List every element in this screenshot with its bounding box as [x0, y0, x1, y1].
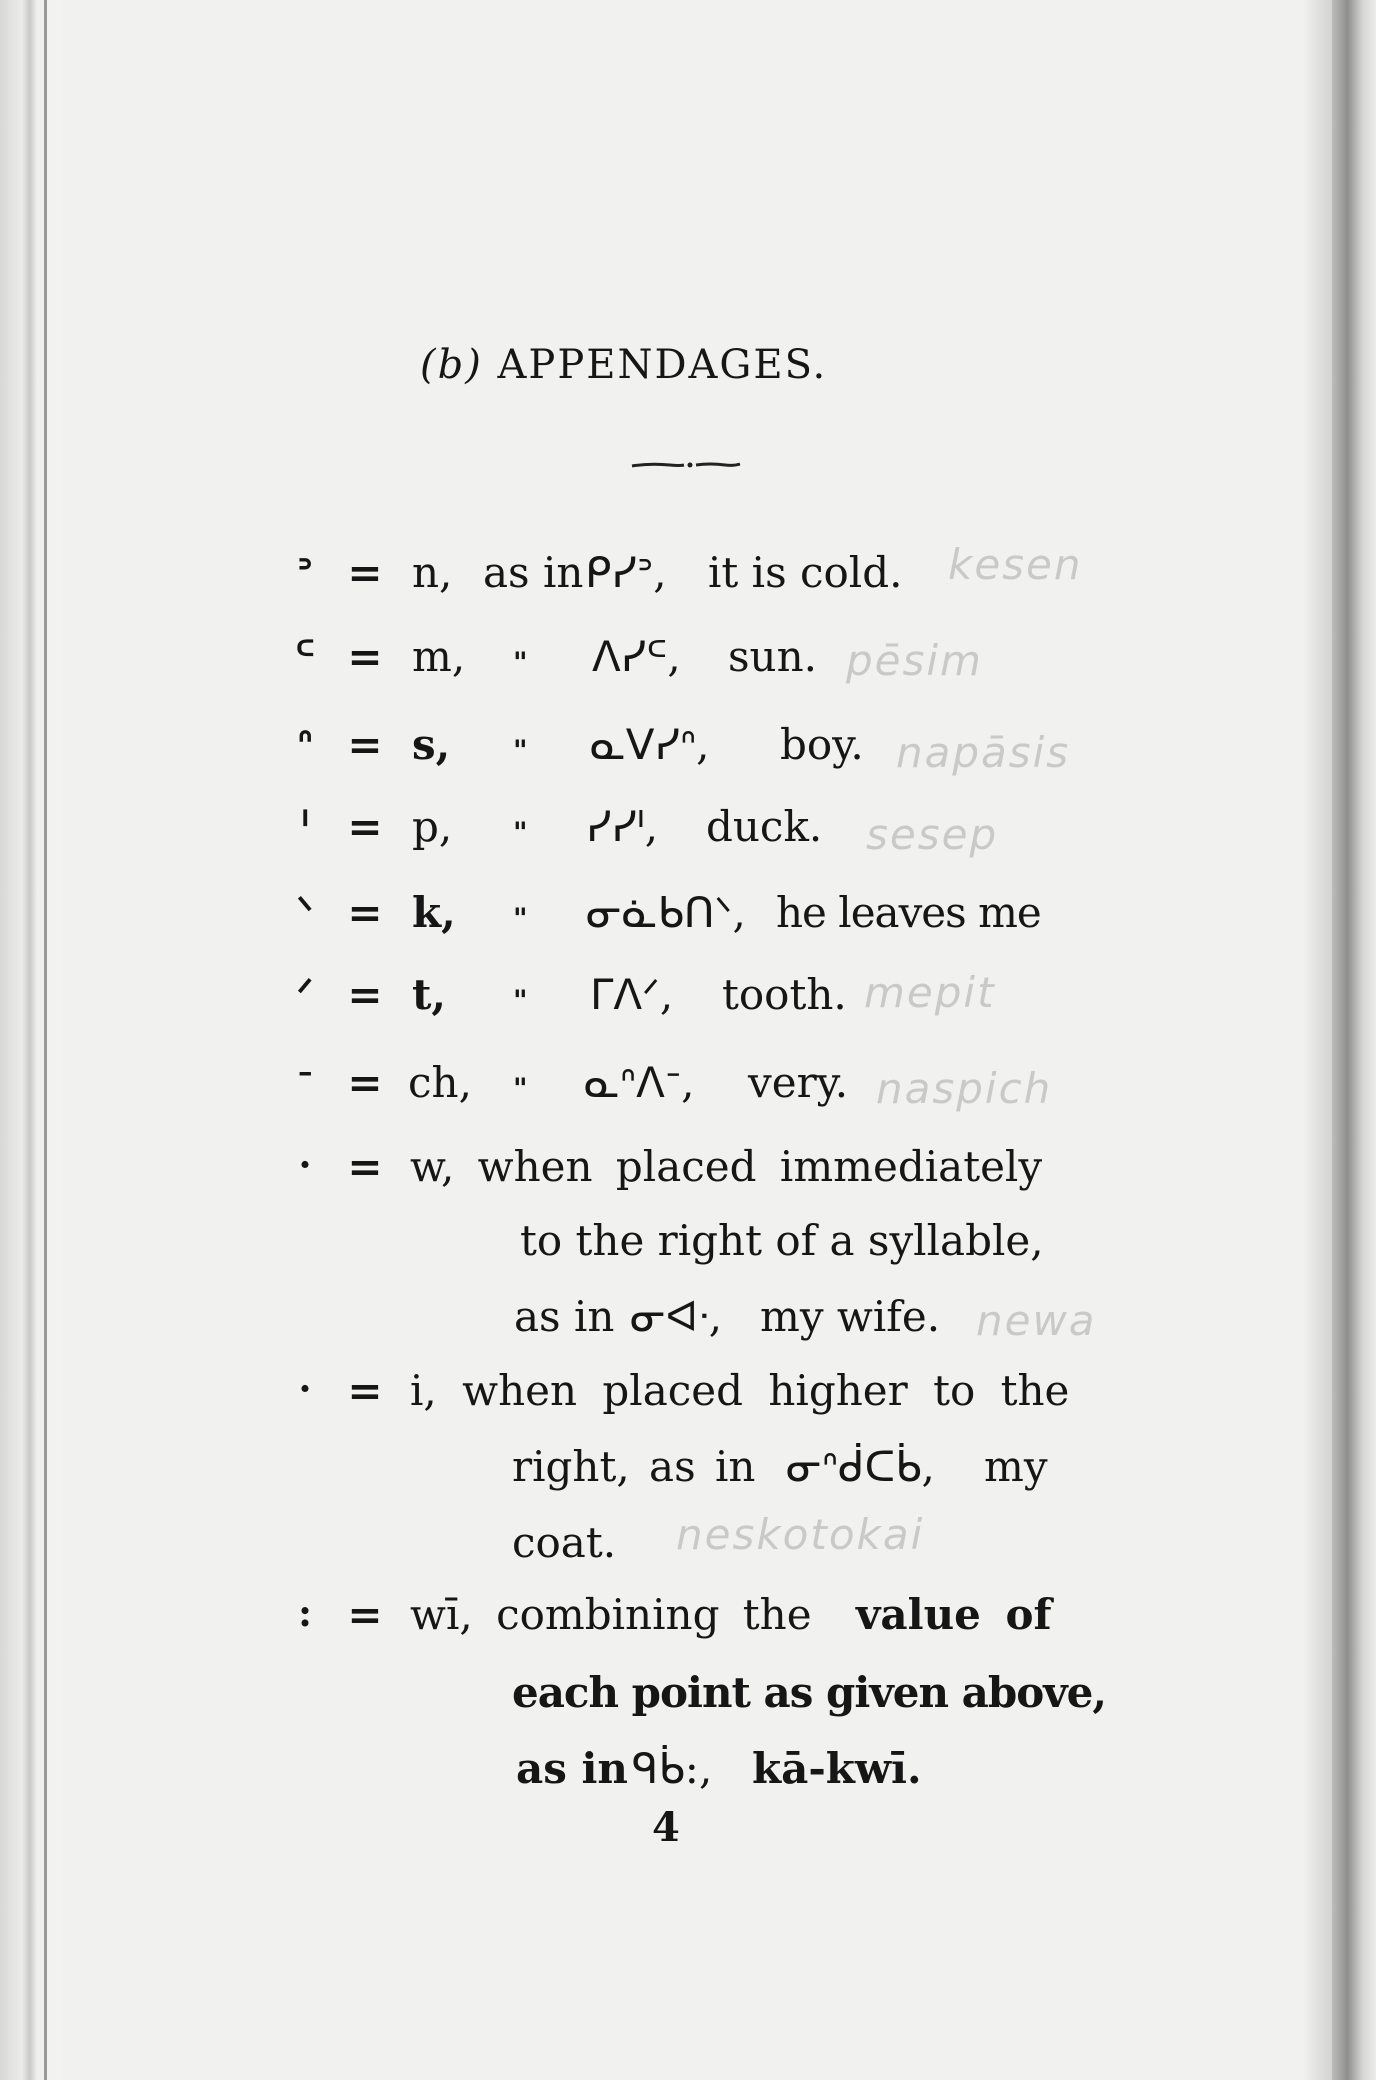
- heading-label: (b): [420, 342, 483, 388]
- example-meaning: sun.: [728, 632, 818, 681]
- example-meaning: he leaves me: [776, 888, 1041, 937]
- appendage-mark: ᐣ: [297, 548, 313, 593]
- w-line-1: w, when placed immediately: [410, 1142, 1043, 1191]
- example-meaning: very.: [748, 1058, 849, 1107]
- handwritten-note: mepit: [864, 968, 996, 1017]
- letter-value: s,: [412, 720, 451, 769]
- example-syllabics: ᓇᐯᓯᐢ,: [590, 720, 710, 769]
- equals-sign: =: [347, 720, 383, 769]
- equals-sign: =: [347, 1366, 383, 1415]
- appendage-mark: ᑊ: [301, 802, 309, 847]
- ditto-mark: ": [513, 1072, 528, 1105]
- handwritten-note: napāsis: [896, 728, 1071, 777]
- letter-value: t,: [412, 970, 447, 1019]
- handwritten-note: pēsim: [846, 636, 983, 685]
- example-meaning: my wife.: [760, 1292, 941, 1341]
- example-transliteration: kā-kwī.: [752, 1744, 922, 1793]
- wi-line-1a: wī, combining the: [410, 1590, 812, 1639]
- example-syllabics: ᐱᓯᒼ,: [592, 632, 681, 681]
- wi-line-2: each point as given above,: [512, 1668, 1106, 1717]
- example-meaning: it is cold.: [708, 548, 903, 597]
- w-line-3: [0, 1292, 1376, 1354]
- as-in-text: as in: [483, 548, 584, 597]
- entry-row-s: [0, 720, 1376, 782]
- i-line-2: [0, 1442, 1376, 1504]
- equals-sign: =: [347, 970, 383, 1019]
- equals-sign: =: [347, 632, 383, 681]
- equals-sign: =: [347, 888, 383, 937]
- equals-sign: =: [347, 1590, 383, 1639]
- wi-line-3: [0, 1744, 1376, 1806]
- ditto-mark: ": [513, 734, 528, 767]
- example-meaning: tooth.: [722, 970, 847, 1019]
- equals-sign: =: [347, 1058, 383, 1107]
- letter-value: k,: [412, 888, 456, 937]
- example-syllabics: ᑭᓯᐣ,: [585, 548, 667, 597]
- ditto-mark: ": [513, 816, 528, 849]
- as-in-text: right, as in: [512, 1442, 756, 1491]
- wi-line-1b: value of: [856, 1590, 1052, 1639]
- entry-row-p: [0, 802, 1376, 864]
- letter-value: m,: [412, 632, 466, 681]
- i-line-1: i, when placed higher to the: [410, 1366, 1070, 1415]
- example-syllabics: ᓂᓈᑲᑎᐠ,: [586, 888, 746, 937]
- handwritten-note: sesep: [866, 810, 999, 859]
- equals-sign: =: [347, 1142, 383, 1191]
- entry-w: [0, 1142, 1376, 1204]
- appendage-mark: ·: [298, 1366, 312, 1411]
- letter-value: p,: [412, 802, 453, 851]
- as-in-text: as in: [514, 1292, 615, 1341]
- entry-row-n: [0, 540, 1376, 610]
- example-syllabics: ᓇᐢᐱᐨ,: [584, 1058, 695, 1107]
- page-number: 4: [652, 1804, 680, 1851]
- appendage-mark: ᐨ: [297, 1058, 313, 1103]
- entry-row-k: [0, 888, 1376, 950]
- example-syllabics: ᓂᐢᑰᑕᑳ,: [786, 1442, 935, 1491]
- handwritten-note: naspich: [876, 1064, 1053, 1113]
- example-meaning: boy.: [780, 720, 864, 769]
- handwritten-note: newa: [976, 1296, 1097, 1345]
- example-syllabics: ᒥᐱᐟ,: [590, 970, 674, 1019]
- letter-value: ch,: [408, 1058, 472, 1107]
- example-syllabics: ᑫᑳ:,: [632, 1744, 713, 1793]
- appendage-mark: ·: [298, 1142, 312, 1187]
- appendage-mark: ᐢ: [297, 720, 313, 765]
- entry-i: [0, 1366, 1376, 1428]
- example-syllabics: ᓯᓯᑊ,: [586, 802, 659, 851]
- appendage-mark: ᒼ: [295, 632, 315, 677]
- heading-title: APPENDAGES.: [497, 342, 828, 388]
- handwritten-note: neskotokai: [676, 1510, 925, 1559]
- entry-wi: [0, 1590, 1376, 1652]
- ditto-mark: ": [513, 902, 528, 935]
- i-line-3: coat.: [512, 1518, 617, 1567]
- equals-sign: =: [347, 802, 383, 851]
- as-in-text: as in: [516, 1744, 628, 1793]
- appendage-mark: :: [297, 1590, 313, 1635]
- page-heading: [420, 342, 827, 388]
- example-meaning: duck.: [706, 802, 823, 851]
- example-meaning: my: [984, 1442, 1048, 1491]
- handwritten-note: kesen: [948, 540, 1083, 589]
- entry-row-m: [0, 632, 1376, 694]
- example-syllabics: ᓂᐊᐧ,: [630, 1292, 723, 1341]
- appendage-mark: ᐠ: [296, 888, 314, 933]
- ditto-mark: ": [513, 646, 528, 679]
- entry-row-t: [0, 970, 1376, 1032]
- entry-row-ch: [0, 1058, 1376, 1120]
- appendage-mark: ᐟ: [296, 970, 314, 1015]
- ditto-mark: ": [513, 984, 528, 1017]
- equals-sign: =: [347, 548, 383, 597]
- letter-value: n,: [412, 548, 453, 597]
- ornamental-rule: [630, 462, 742, 468]
- w-line-2: to the right of a syllable,: [520, 1216, 1044, 1265]
